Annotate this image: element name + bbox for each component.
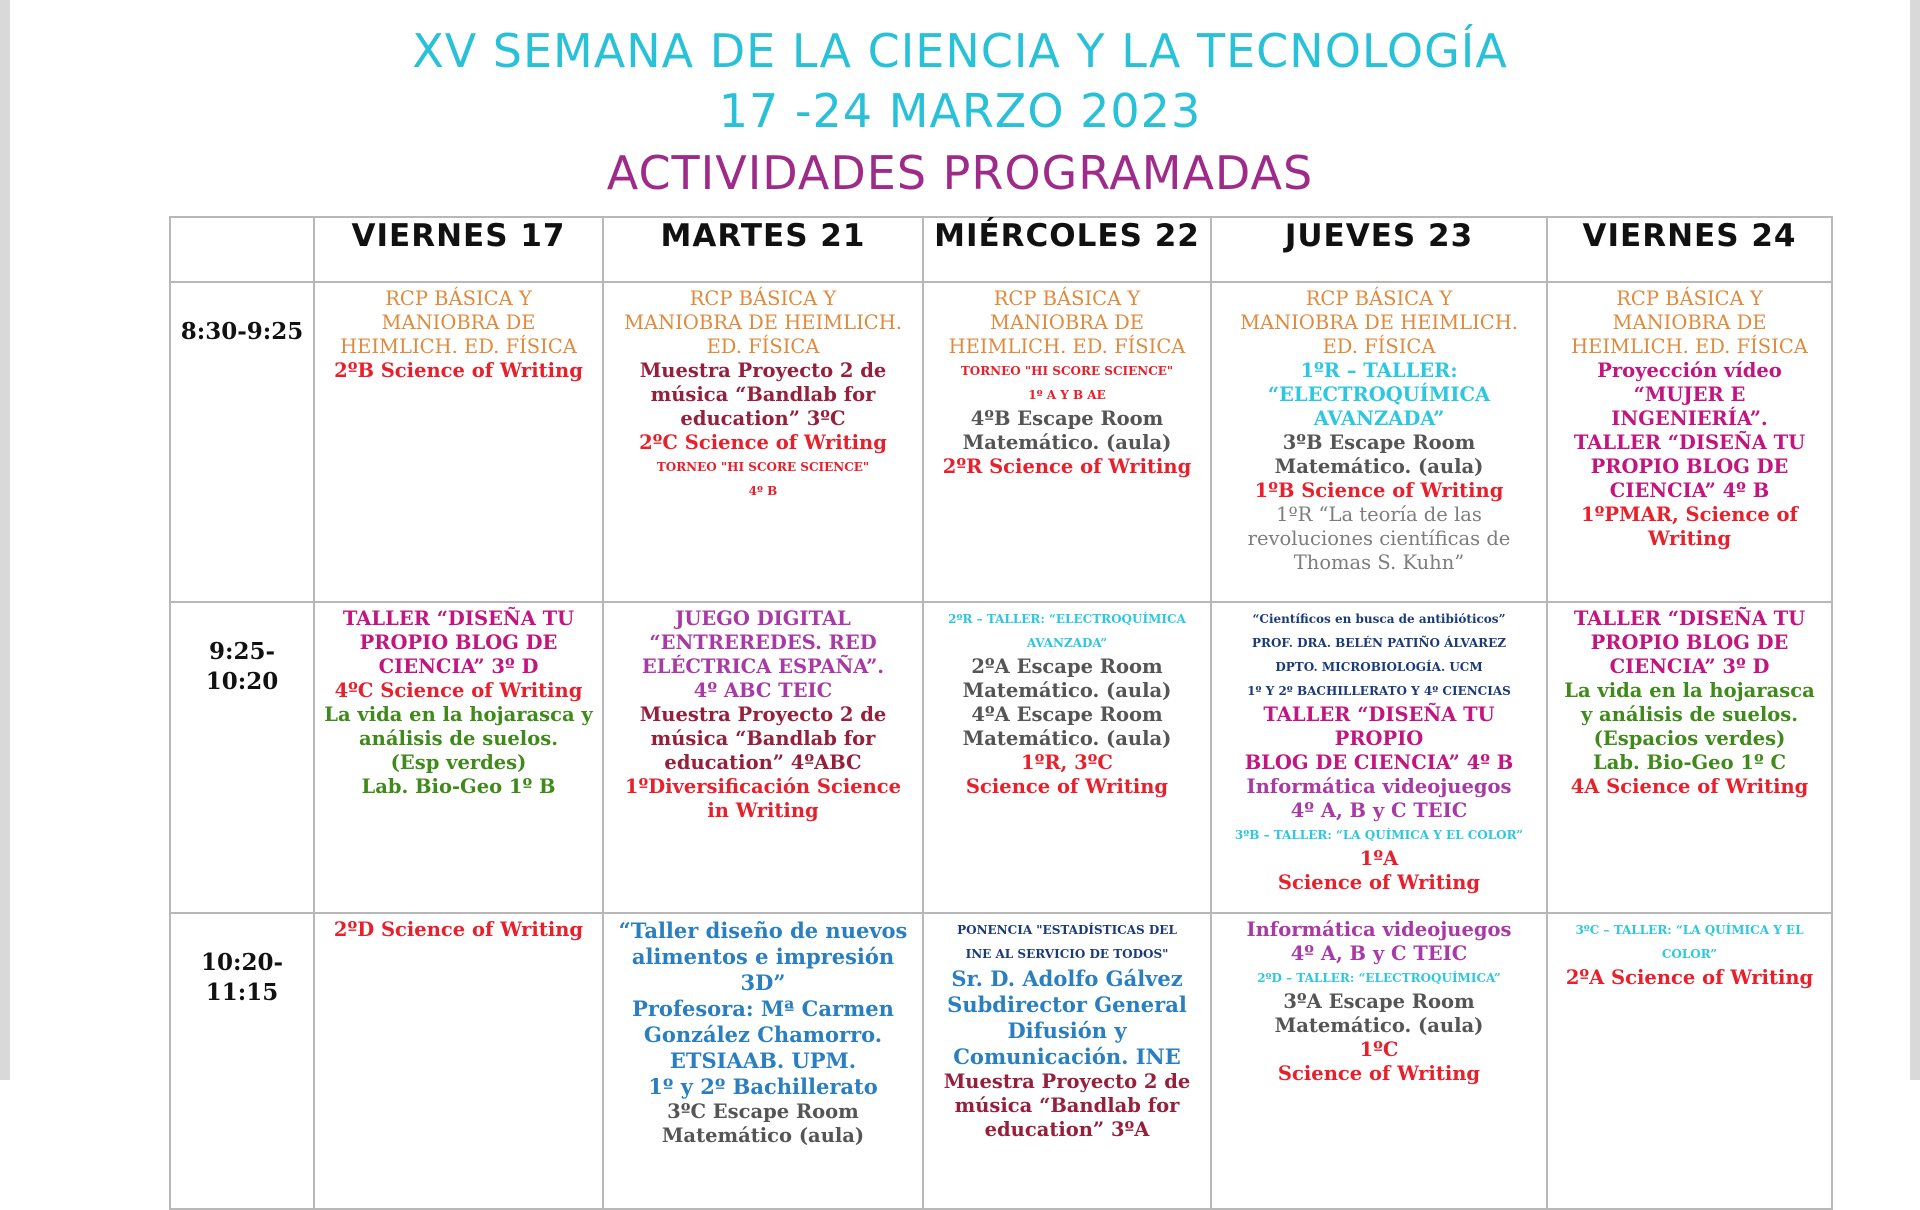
activity-line: 3ºC – TALLER: “LA QUÍMICA Y EL xyxy=(1575,923,1804,937)
activity-line: alimentos e impresión xyxy=(631,944,895,969)
schedule-table xyxy=(169,216,1833,1210)
activity-line: 4ºA Escape Room xyxy=(971,703,1163,726)
activity-line: 1ºR – TALLER: xyxy=(1300,359,1458,382)
activity-line: TORNEO "HI SCORE SCIENCE" xyxy=(656,460,870,474)
activity-line: MANIOBRA DE xyxy=(381,311,536,334)
activity-line: Matemático. (aula) xyxy=(962,679,1172,702)
activity-line: 4ºB Escape Room xyxy=(970,407,1164,430)
activity-line: education” 3ºA xyxy=(984,1118,1150,1141)
activity-line: 1ºC xyxy=(1359,1038,1399,1061)
activity-line: education” 4ºABC xyxy=(664,751,862,774)
time-slot-label: 10:20- xyxy=(200,949,284,976)
activity-line: 4º A, B y C TEIC xyxy=(1290,942,1468,965)
activity-cell xyxy=(1211,602,1547,913)
time-slot-label: 10:20 xyxy=(205,667,279,695)
activity-line: AVANZADA” xyxy=(1313,407,1445,430)
document-header xyxy=(0,24,1920,200)
activity-line: Subdirector General xyxy=(947,992,1187,1017)
activity-cell xyxy=(923,602,1211,913)
activity-line: BLOG DE CIENCIA” 4º B xyxy=(1244,751,1514,774)
activity-line: Muestra Proyecto 2 de xyxy=(639,703,887,726)
activity-line: 2ºR Science of Writing xyxy=(942,455,1192,478)
activity-line: RCP BÁSICA Y xyxy=(993,287,1141,310)
activity-line: ED. FÍSICA xyxy=(1322,335,1436,358)
activity-line: 1º Y 2º BACHILLERATO Y 4º CIENCIAS xyxy=(1247,684,1511,698)
activity-line: Comunicación. INE xyxy=(953,1044,1181,1069)
activity-line: 3ºA Escape Room xyxy=(1283,990,1475,1013)
activity-line: 2ºD – TALLER: “ELECTROQUÍMICA” xyxy=(1257,971,1501,985)
time-slot-row xyxy=(170,913,1832,1209)
activity-line: 2ºA Science of Writing xyxy=(1565,966,1814,989)
activity-line: revoluciones científicas de xyxy=(1247,527,1511,550)
activity-line: Science of Writing xyxy=(1277,1062,1481,1085)
activity-line: 4º ABC TEIC xyxy=(693,679,833,702)
activity-line: MANIOBRA DE xyxy=(1612,311,1767,334)
event-dates: 17 -24 MARZO 2023 xyxy=(718,84,1202,138)
activity-line: HEIMLICH. ED. FÍSICA xyxy=(340,335,577,358)
activity-line: MANIOBRA DE HEIMLICH. xyxy=(1240,311,1518,334)
activity-line: CIENCIA” 3º D xyxy=(378,655,539,678)
activity-cell xyxy=(1547,602,1832,913)
activity-line: 3ºB – TALLER: “LA QUÍMICA Y EL COLOR” xyxy=(1234,828,1524,842)
activity-line: JUEGO DIGITAL xyxy=(675,607,851,630)
activity-line: 4A Science of Writing xyxy=(1570,775,1809,798)
time-slot-cell xyxy=(170,282,314,602)
activity-line: TORNEO "HI SCORE SCIENCE" xyxy=(960,364,1174,378)
activity-line: Proyección vídeo xyxy=(1597,359,1782,382)
activity-line: PROPIO BLOG DE xyxy=(359,631,558,654)
activity-line: Informática videojuegos xyxy=(1246,775,1512,798)
event-title: XV SEMANA DE LA CIENCIA Y LA TECNOLOGÍA xyxy=(412,24,1508,78)
activity-cell xyxy=(1211,282,1547,602)
day-header-row xyxy=(170,217,1832,282)
activity-line: MANIOBRA DE HEIMLICH. xyxy=(624,311,902,334)
activity-line: Thomas S. Kuhn” xyxy=(1293,551,1465,574)
corner-cell xyxy=(170,217,314,282)
activity-line: análisis de suelos. xyxy=(359,727,558,750)
activity-cell xyxy=(603,913,923,1209)
activity-line: 1ºPMAR, Science of xyxy=(1581,503,1798,526)
activity-line: INE AL SERVICIO DE TODOS" xyxy=(965,947,1169,961)
activity-line: INGENIERÍA”. xyxy=(1611,407,1768,430)
schedule-heading: ACTIVIDADES PROGRAMADAS xyxy=(606,146,1314,200)
activity-line: Difusión y xyxy=(1007,1018,1127,1043)
activity-line: HEIMLICH. ED. FÍSICA xyxy=(948,335,1186,358)
activity-line: 3ºC Escape Room xyxy=(667,1100,859,1123)
activity-line: CIENCIA” 4º B xyxy=(1609,479,1770,502)
activity-line: Informática videojuegos xyxy=(1246,918,1512,941)
activity-line: 1º A Y B AE xyxy=(1028,388,1106,402)
activity-line: La vida en la hojarasca xyxy=(1564,679,1815,702)
activity-cell xyxy=(1547,913,1832,1209)
activity-line: Lab. Bio-Geo 1º C xyxy=(1592,751,1787,774)
activity-line: 2ºR – TALLER: “ELECTROQUÍMICA xyxy=(948,612,1186,626)
activity-line: 1ºA xyxy=(1359,847,1399,870)
activity-line: Sr. D. Adolfo Gálvez xyxy=(951,966,1183,991)
activity-line: 3D” xyxy=(740,970,786,995)
day-header: MIÉRCOLES 22 xyxy=(923,217,1211,282)
activity-line: DPTO. MICROBIOLOGÍA. UCM xyxy=(1275,660,1483,674)
activity-line: MANIOBRA DE xyxy=(990,311,1144,334)
activity-line: 1ºDiversificación Science xyxy=(624,775,902,798)
activity-line: música “Bandlab for xyxy=(954,1094,1180,1117)
activity-line: Matemático. (aula) xyxy=(1274,455,1484,478)
activity-line: Profesora: Mª Carmen xyxy=(632,996,894,1021)
activity-line: 1º y 2º Bachillerato xyxy=(648,1074,878,1099)
activity-line: PROF. DRA. BELÉN PATIÑO ÁLVAREZ xyxy=(1251,636,1507,650)
activity-line: “MUJER E xyxy=(1633,383,1746,406)
activity-cell xyxy=(314,282,603,602)
activity-line: in Writing xyxy=(707,799,819,822)
activity-line: música “Bandlab for xyxy=(650,383,876,406)
activity-line: (Esp verdes) xyxy=(390,751,527,774)
time-slot-row xyxy=(170,282,1832,602)
activity-line: Lab. Bio-Geo 1º B xyxy=(361,775,556,798)
activity-line: Muestra Proyecto 2 de xyxy=(943,1070,1191,1093)
activity-line: TALLER “DISEÑA TU xyxy=(342,607,575,630)
activity-line: 4ºC Science of Writing xyxy=(334,679,583,702)
activity-line: PROPIO BLOG DE xyxy=(1590,455,1789,478)
activity-line: 1ºR “La teoría de las xyxy=(1276,503,1482,526)
activity-line: RCP BÁSICA Y xyxy=(689,287,837,310)
activity-line: “ELECTROQUÍMICA xyxy=(1267,383,1491,406)
activity-line: ETSIAAB. UPM. xyxy=(669,1048,857,1073)
activity-line: ED. FÍSICA xyxy=(706,335,820,358)
time-slot-label: 11:15 xyxy=(205,978,279,1006)
day-header: VIERNES 17 xyxy=(314,217,603,282)
activity-line: RCP BÁSICA Y xyxy=(385,287,532,310)
activity-line: COLOR” xyxy=(1661,947,1718,961)
activity-line: Matemático (aula) xyxy=(661,1124,865,1147)
activity-line: 2ºA Escape Room xyxy=(971,655,1163,678)
activity-line: (Espacios verdes) xyxy=(1593,727,1786,750)
activity-line: 4º A, B y C TEIC xyxy=(1290,799,1468,822)
activity-line: “Taller diseño de nuevos xyxy=(618,918,908,943)
activity-cell xyxy=(603,602,923,913)
activity-line: Science of Writing xyxy=(965,775,1169,798)
day-header: VIERNES 24 xyxy=(1547,217,1832,282)
activity-line: TALLER “DISEÑA TU xyxy=(1573,607,1806,630)
activity-cell xyxy=(923,913,1211,1209)
activity-line: RCP BÁSICA Y xyxy=(1305,287,1453,310)
activity-line: AVANZADA” xyxy=(1026,636,1108,650)
activity-line: Writing xyxy=(1648,527,1731,550)
activity-line: 2ºD Science of Writing xyxy=(333,918,584,941)
time-slot-label: 8:30-9:25 xyxy=(180,318,304,345)
activity-line: 3ºB Escape Room xyxy=(1282,431,1476,454)
activity-line: La vida en la hojarasca y xyxy=(324,703,593,726)
activity-line: 2ºB Science of Writing xyxy=(334,359,583,382)
activity-line: RCP BÁSICA Y xyxy=(1616,287,1763,310)
activity-line: CIENCIA” 3º D xyxy=(1609,655,1770,678)
day-header: MARTES 21 xyxy=(603,217,923,282)
activity-line: PROPIO BLOG DE xyxy=(1590,631,1789,654)
activity-line: Science of Writing xyxy=(1277,871,1481,894)
activity-line: música “Bandlab for xyxy=(650,727,876,750)
activity-cell xyxy=(314,913,603,1209)
activity-line: Matemático. (aula) xyxy=(1274,1014,1484,1037)
activity-line: 2ºC Science of Writing xyxy=(639,431,887,454)
activity-cell xyxy=(923,282,1211,602)
activity-line: HEIMLICH. ED. FÍSICA xyxy=(1571,335,1808,358)
time-slot-row xyxy=(170,602,1832,913)
activity-line: Matemático. (aula) xyxy=(962,431,1172,454)
activity-line: TALLER “DISEÑA TU PROPIO xyxy=(1263,703,1495,750)
activity-line: PONENCIA "ESTADÍSTICAS DEL xyxy=(957,923,1177,937)
time-slot-cell xyxy=(170,913,314,1209)
activity-cell xyxy=(314,602,603,913)
time-slot-cell xyxy=(170,602,314,913)
activity-line: education” 3ºC xyxy=(680,407,846,430)
activity-line: Muestra Proyecto 2 de xyxy=(639,359,887,382)
activity-line: Matemático. (aula) xyxy=(962,727,1172,750)
day-header: JUEVES 23 xyxy=(1211,217,1547,282)
time-slot-label: 9:25- xyxy=(208,638,276,665)
activity-line: y análisis de suelos. xyxy=(1580,703,1799,726)
activity-cell xyxy=(1211,913,1547,1209)
activity-line: 4º B xyxy=(748,484,778,498)
activity-line: 1ºB Science of Writing xyxy=(1254,479,1504,502)
activity-cell xyxy=(603,282,923,602)
activity-cell xyxy=(1547,282,1832,602)
activity-line: “ENTREREDES. RED xyxy=(649,631,877,654)
activity-line: “Científicos en busca de antibióticos” xyxy=(1252,612,1506,626)
activity-line: ELÉCTRICA ESPAÑA”. xyxy=(641,655,885,678)
activity-line: 1ºR, 3ºC xyxy=(1021,751,1113,774)
activity-line: TALLER “DISEÑA TU xyxy=(1573,431,1806,454)
activity-line: González Chamorro. xyxy=(643,1022,883,1047)
